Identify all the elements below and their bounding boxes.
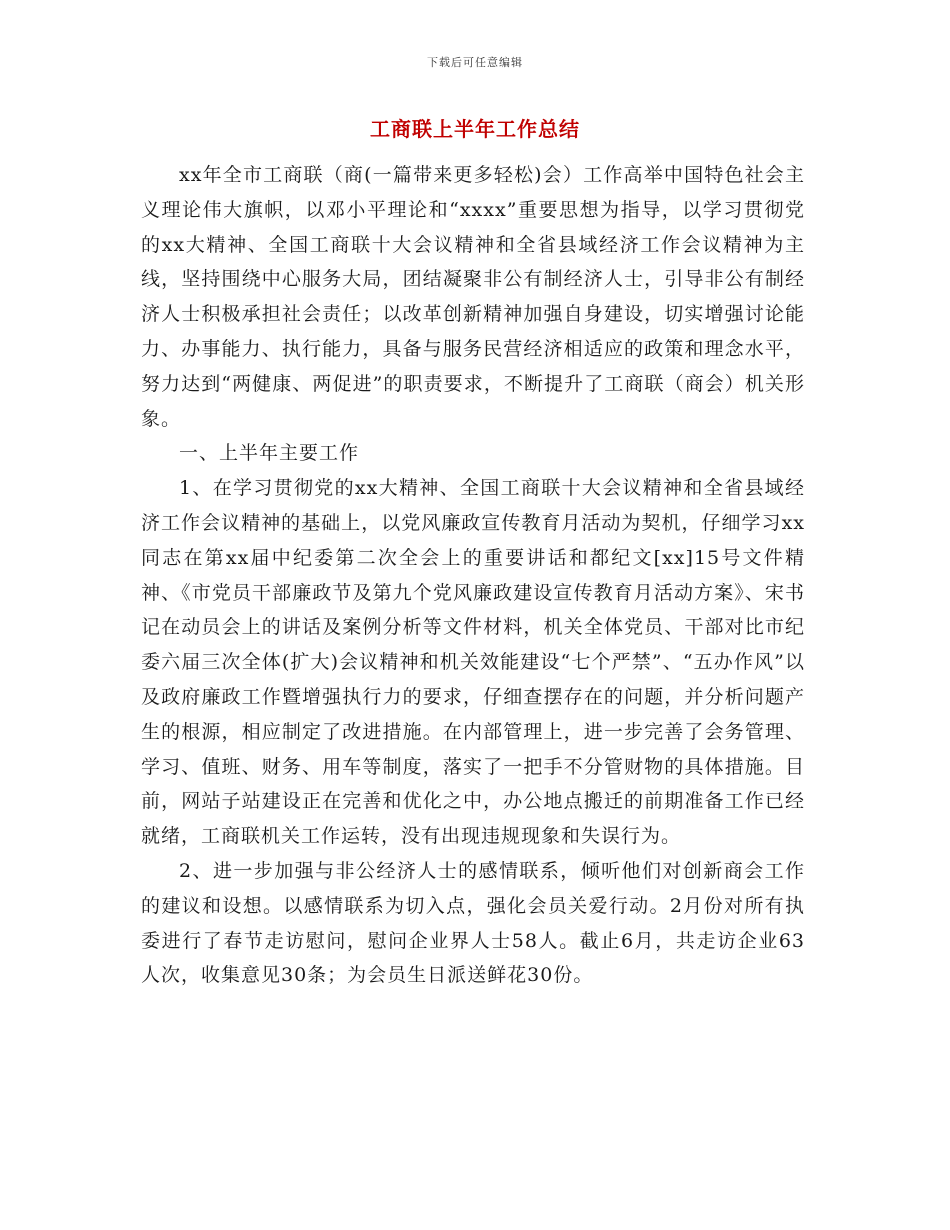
- paragraph-item-2: 2、进一步加强与非公经济人士的感情联系，倾听他们对创新商会工作的建议和设想。以感情联系为切入点，强化会员关爱行动。2月份对所有执委进行了春节走访慰问，慰问企业界人士58人。截止6月，共走访企业63人次，收集意见30条；为会员生日派送鲜花30份。: [141, 859, 805, 987]
- document-title: 工商联上半年工作总结: [370, 117, 580, 141]
- paragraph-intro: xx年全市工商联（商(一篇带来更多轻松)会）工作高举中国特色社会主义理论伟大旗帜，以邓小平理论和“xxxx”重要思想为指导，以学习贯彻党的xx大精神、全国工商联十大会议精神和全省县域经济工作会议精神为主线，坚持围绕中心服务大局，团结凝聚非公有制经济人士，引导非公有制经济人士积极承担社会责任；以改革创新精神加强自身建设，切实增强讨论能力、办事能力、执行能力，具备与服务民营经济相适应的政策和理念水平，努力达到“两健康、两促进”的职责要求，不断提升了工商联（商会）机关形象。: [141, 164, 805, 430]
- document-body: [141, 158, 805, 993]
- paragraph-item-1: 1、在学习贯彻党的xx大精神、全国工商联十大会议精神和全省县域经济工作会议精神的基础上，以党风廉政宣传教育月活动为契机，仔细学习xx同志在第xx届中纪委第二次全会上的重要讲话和都纪文[xx]15号文件精神、《市党员干部廉政节及第九个党风廉政建设宣传教育月活动方案》、宋书记在动员会上的讲话及案例分析等文件材料，机关全体党员、干部对比市纪委六届三次全体(扩大)会议精神和机关效能建设“七个严禁”、“五办作风”以及政府廉政工作暨增强执行力的要求，仔细查摆存在的问题，并分析问题产生的根源，相应制定了改进措施。在内部管理上，进一步完善了会务管理、学习、值班、财务、用车等制度，落实了一把手不分管财物的具体措施。目前，网站子站建设正在完善和优化之中，办公地点搬迁的前期准备工作已经就绪，工商联机关工作运转，没有出现违规现象和失误行为。: [141, 477, 805, 848]
- section-heading: 一、上半年主要工作: [179, 442, 360, 465]
- header-note: 下载后可任意编辑: [427, 56, 523, 69]
